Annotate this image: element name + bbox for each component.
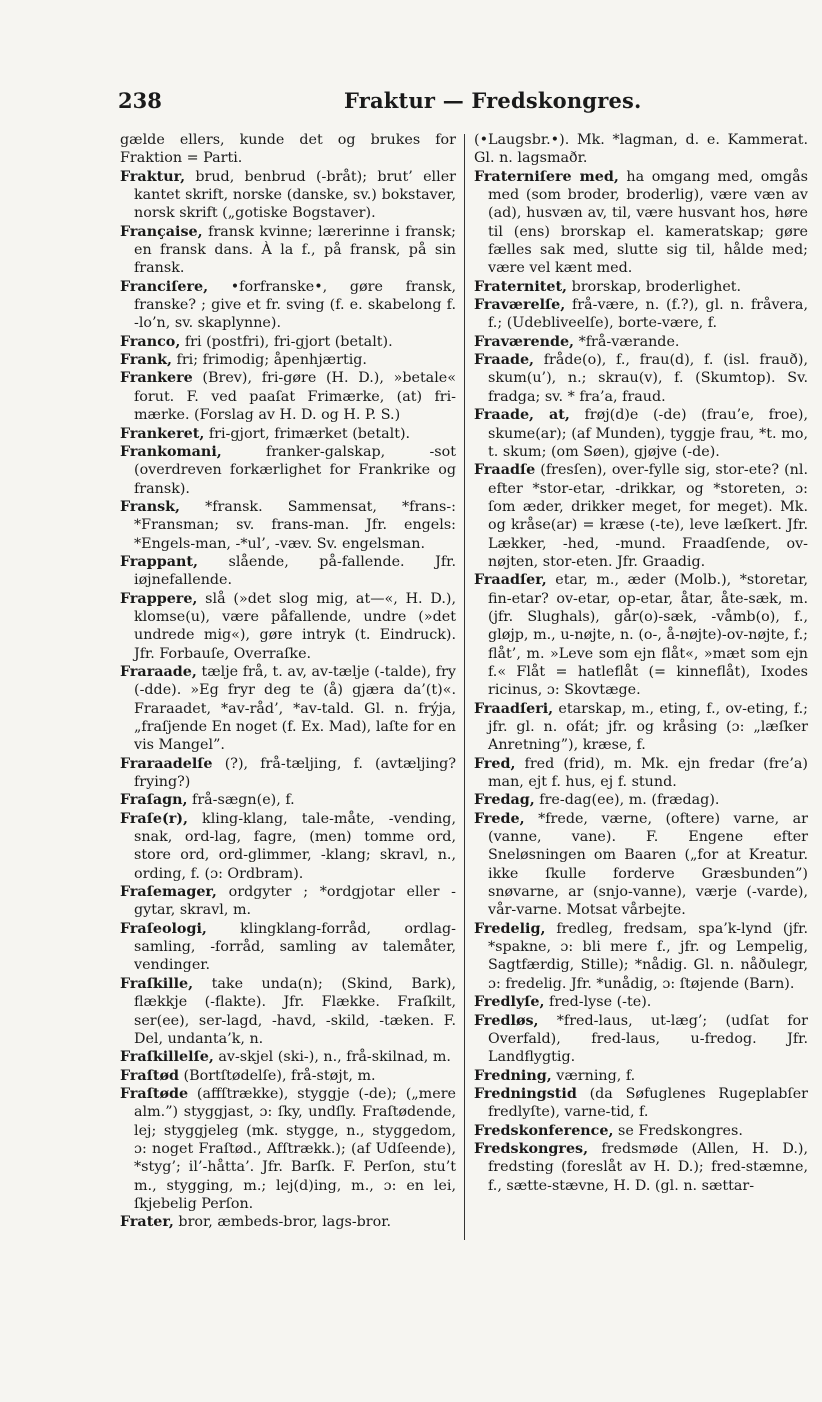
page-title: Fraktur — Fredskongres. [344, 88, 642, 113]
dictionary-entry [120, 975, 456, 1048]
entry-headword: Fraterniſere med, [474, 168, 619, 185]
entry-headword: Fraſtød [120, 1067, 179, 1084]
entry-headword: Frater, [120, 1214, 174, 1231]
entry-headword: Fraſkille, [120, 975, 194, 992]
entry-definition: *fred-laus, ut-læg’; (udſat for Overfald), fred-laus, u-fredog. Jfr. Landflygtig. [488, 1012, 808, 1066]
dictionary-entry [120, 810, 456, 883]
dictionary-entry [474, 296, 808, 333]
dictionary-entry [474, 351, 808, 406]
entry-definition: frå-sægn(e), f. [187, 792, 295, 809]
entry-headword: Fraraade, [120, 663, 197, 680]
entry-headword: Fraadſer, [474, 572, 547, 589]
column-divider [464, 134, 465, 1240]
dictionary-entry [120, 425, 456, 443]
entry-definition: brorskap, broderlighet. [567, 278, 742, 295]
entry-headword: Fraſagn, [120, 792, 188, 809]
entry-headword: Fraadſe [474, 462, 536, 479]
entry-headword: Franciſere, [120, 278, 209, 295]
entry-headword: Fraſkillelſe, [120, 1049, 214, 1066]
entry-definition: etar, m., æder (Molb.), *storetar, fin-etar? ov-etar, op-etar, åtar, åte-sæk, m. (jfr. Slughals), går(o)-sæk, -våmb(o), f., gløjp, m., u-nøjte, n. (o-, å-nøjte)-ov-nøjte, f.; flåt’, m. »Leve som ejn flåt«, »mæt som ejn f.« Flåt = hatleflåt (= kinneflåt), Ixodes ricinus, ɔ: Skovtæge. [488, 572, 808, 699]
entry-headword: Fraværelſe, [474, 297, 566, 314]
dictionary-entry [474, 920, 808, 993]
entry-headword: Frankeret, [120, 425, 205, 442]
entry-definition: (•Laugsbr.•). Mk. *lagman, d. e. Kammerat. Gl. n. lagsmaðr. [474, 132, 808, 167]
entry-headword: Frappant, [120, 553, 198, 570]
entry-definition: *frede, værne, (oftere) varne, ar (vanne, vane). F. Engene efter Sneløsningen om Baaren („for at Kreatur. ikke ſkulle forderve Græsbunden”) snøvarne, ar (snjo-vanne), værje (-varde), vår-varne. Motsat vårbejte. [488, 810, 808, 919]
entry-headword: Fraade, [474, 352, 535, 369]
entry-headword: Fred, [474, 755, 516, 772]
entry-definition: fred (frid), m. Mk. ejn fredar (fre’a) man, ejt f. hus, ej f. stund. [488, 755, 808, 791]
entry-definition: *frå-værande. [574, 333, 680, 350]
entry-definition: klingklang-forråd, ordlag-samling, -forråd, samling av talemåter, vendinger. [134, 920, 456, 974]
left-column [120, 131, 456, 1232]
entry-definition: av-skjel (ski-), n., frå-skilnad, m. [213, 1049, 451, 1066]
entry-headword: Frankere [120, 370, 193, 387]
entry-definition: frå-være, n. (f.?), gl. n. fråvera, f.; (Udebliveelſe), borte-være, f. [488, 297, 808, 332]
entry-definition: fri (postfri), fri-gjort (betalt). [180, 333, 393, 350]
entry-definition: •forfranske•, gøre fransk, franske? ; give et fr. sving (f. e. skabelong f. -lo’n, sv. skaplynne). [134, 278, 456, 332]
entry-headword: Fraadſeri, [474, 700, 554, 717]
entry-definition: fredleg, fredsam, spa’k-lynd (jfr. *spakne, ɔ: bli mere f., jfr. og Lempelig, Sagtfærdig, Stille); *nådig. Gl. n. nåðulegr, ɔ: fredelig. Jfr. *unådig, ɔ: ſtøjende (Barn). [488, 920, 808, 992]
dictionary-entry [474, 755, 808, 792]
page-number: 238 [118, 88, 162, 113]
dictionary-entry [474, 571, 808, 699]
dictionary-entry [120, 590, 456, 663]
entry-headword: Fraraadelſe [120, 755, 213, 772]
entry-headword: Franҫaise, [120, 223, 203, 240]
entry-headword: Fredningstid [474, 1085, 577, 1102]
entry-definition: (fresſen), over-fylle sig, stor-ete? (nl. efter *stor-etar, -drikkar, og *storeten, ɔ: ſom æder, drikker meget, for meget). Mk. og kråse(ar) = kræse (-te), leve læſkert. Jfr. Lækker, -hed, -mund. Fraadſende, ov-nøjten, stor-eten. Jfr. Graadig. [488, 462, 808, 570]
entry-headword: Frankomani, [120, 443, 222, 460]
entry-definition: (Bortſtødelſe), frå-støjt, m. [178, 1067, 376, 1084]
entry-headword: Fredning, [474, 1067, 552, 1084]
entry-headword: Fredskongres, [474, 1140, 589, 1157]
dictionary-entry [474, 700, 808, 755]
entry-definition: (Brev), fri-gøre (H. D.), »betale« forut. F. ved paaſat Frimærke, (at) fri-mærke. (Forslag av H. D. og H. P. S.) [134, 370, 456, 424]
entry-headword: Fraade, at, [474, 407, 570, 424]
entry-definition: ordgyter ; *ordgjotar eller -gytar, skravl, m. [134, 884, 456, 919]
entry-headword: Fredag, [474, 792, 535, 809]
entry-definition: brud, benbrud (-bråt); brut’ eller kantet skrift, norske (danske, sv.) bokstaver, norsk skrift („gotiske Bogstaver). [134, 168, 456, 222]
dictionary-entry [474, 406, 808, 461]
entry-definition: se Fredskongres. [613, 1122, 743, 1139]
dictionary-entry [120, 1048, 456, 1066]
dictionary-entry [120, 883, 456, 920]
entry-definition: fri; frimodig; åpenhjærtig. [171, 352, 367, 369]
entry-definition: slå (»det slog mig, at—«, H. D.), klomse(u), være påfallende, undre (»det undrede mig«), gøre intryk (t. Eindruck). Jfr. Forbauſe, Overraſke. [134, 590, 456, 662]
entry-headword: Fredelig, [474, 920, 546, 937]
entry-headword: Fraſeologi, [120, 920, 207, 937]
dictionary-entry [120, 333, 456, 351]
entry-definition: *fransk. Sammensat, *frans-: *Fransman; sv. frans-man. Jfr. engels: *Engels-man, -*ul’, -væv. Sv. engelsman. [134, 498, 456, 552]
entry-headword: Fraværende, [474, 333, 575, 350]
dictionary-entry [120, 351, 456, 369]
dictionary-entry [474, 333, 808, 351]
entry-definition: etarskap, m., eting, f., ov-eting, f.; jfr. gl. n. ofát; jfr. og kråsing (ɔ: „læſker Anretning”), kræse, f. [488, 700, 808, 754]
entry-headword: Frappere, [120, 590, 198, 607]
dictionary-entry [120, 1067, 456, 1085]
dictionary-entry [120, 498, 456, 553]
dictionary-entry [120, 663, 456, 755]
entry-headword: Fransk, [120, 498, 181, 515]
dictionary-entry [120, 791, 456, 809]
entry-definition: frøj(d)e (-de) (frau’e, froe), skume(ar); (af Munden), tyggje frau, *t. mo, t. skum; (om Søen), gjøjve (-de). [488, 407, 809, 460]
entry-definition: franker-galskap, -sot (overdreven forkærlighet for Frankrike og fransk). [134, 443, 456, 497]
right-column [474, 131, 808, 1195]
entry-definition: (affſtrække), styggje (-de); („mere alm.”) styggjast, ɔ: ſky, undſly. Fraſtødende, lej; styggjeleg (mk. stygge, n., styggedom, ɔ: noget Fraſtød., Afſtrækk.); (af Udſeende), *styg’; il’-håtta’. Jfr. Barſk. F. Perſon, stu’t m., stygging, m.; lej(d)ing, m., ɔ: en lei, ſkjebelig Perſon. [134, 1085, 456, 1212]
continued-entry [120, 131, 456, 168]
dictionary-entry [120, 443, 456, 498]
dictionary-entry [120, 755, 456, 792]
entry-definition: gælde ellers, kunde det og brukes for Fraktion = Parti. [120, 132, 456, 167]
dictionary-entry [474, 1122, 808, 1140]
dictionary-entry [120, 920, 456, 975]
entry-headword: Fredlyſe, [474, 994, 545, 1011]
entry-headword: Fredløs, [474, 1012, 539, 1029]
entry-definition: fri-gjort, frimærket (betalt). [204, 425, 411, 442]
dictionary-entry [474, 1012, 808, 1067]
entry-definition: slående, på-fallende. Jfr. iøjnefallende. [134, 553, 456, 589]
entry-definition: (da Søfuglenes Rugeplabſer fredlyſte), varne-tid, f. [488, 1085, 808, 1121]
dictionary-entry [474, 461, 808, 571]
dictionary-entry [120, 1085, 456, 1213]
dictionary-entry [474, 1067, 808, 1085]
entry-headword: Fraternitet, [474, 278, 568, 295]
dictionary-entry [120, 223, 456, 278]
dictionary-entry [120, 369, 456, 424]
entry-headword: Fraktur, [120, 168, 186, 185]
entry-definition: bror, æmbeds-bror, lags-bror. [173, 1214, 392, 1231]
entry-definition: fred-lyse (-te). [544, 994, 652, 1011]
entry-headword: Fraſemager, [120, 884, 217, 901]
dictionary-entry [120, 278, 456, 333]
entry-definition: fråde(o), f., frau(d), f. (isl. frauð), skum(u’), n.; skrau(v), f. (Skumtop). Sv. fradga; sv. * fra’a, fraud. [488, 352, 808, 405]
dictionary-entry [474, 168, 808, 278]
entry-definition: værning, f. [551, 1067, 636, 1084]
dictionary-entry [120, 168, 456, 223]
dictionary-entry [474, 278, 808, 296]
dictionary-entry [474, 810, 808, 920]
entry-headword: Frede, [474, 810, 525, 827]
entry-headword: Frank, [120, 352, 172, 369]
dictionary-entry [474, 1140, 808, 1195]
entry-definition: take unda(n); (Skind, Bark), flækkje (-flakte). Jfr. Flække. Fraſkilt, ser(ee), ser-lagd, -havd, -skild, -tæken. F. Del, undanta’k, n. [134, 975, 456, 1047]
entry-definition: (?), frå-tæljing, f. (avtæljing? frying?) [134, 755, 456, 791]
entry-definition: ha omgang med, omgås med (som broder, broderlig), være væn av (ad), husvæn av, til, være husvant hos, høre til (ens) brorskap el. kameratskap; gøre fælles sak med, slutte sig til, hålde med; være vel kænt med. [488, 168, 808, 277]
dictionary-entry [120, 1213, 456, 1231]
dictionary-entry [474, 791, 808, 809]
entry-definition: fransk kvinne; lærerinne i fransk; en fransk dans. À la f., på fransk, på sin fransk. [134, 223, 456, 277]
entry-headword: Fredskonference, [474, 1122, 614, 1139]
entry-definition: kling-klang, tale-måte, -vending, snak, ord-lag, fagre, (men) tomme ord, store ord, ord-glimmer, -klang; skravl, n., ording, f. (ɔ: Ordbram). [134, 810, 456, 882]
entry-definition: tælje frå, t. av, av-tælje (-talde), fry (-dde). »Eg fryr deg te (å) gjæra da’(t)«. Fraraadet, *av-råd’, *av-tald. Gl. n. frýja, „fraſjende En noget (f. Ex. Mad), laſte for en vis Mangel”. [134, 663, 456, 754]
dictionary-entry [474, 1085, 808, 1122]
entry-headword: Franco, [120, 333, 181, 350]
continued-entry [474, 131, 808, 168]
entry-definition: fredsmøde (Allen, H. D.), fredsting (foreslåt av H. D.); fred-stæmne, f., sætte-stævne, H. D. (gl. n. sættar- [488, 1140, 808, 1194]
page-header [118, 88, 718, 120]
dictionary-entry [474, 993, 808, 1011]
entry-headword: Fraſe(r), [120, 810, 188, 827]
dictionary-entry [120, 553, 456, 590]
entry-headword: Fraſtøde [120, 1085, 189, 1102]
entry-definition: fre-dag(ee), m. (frædag). [534, 792, 720, 809]
